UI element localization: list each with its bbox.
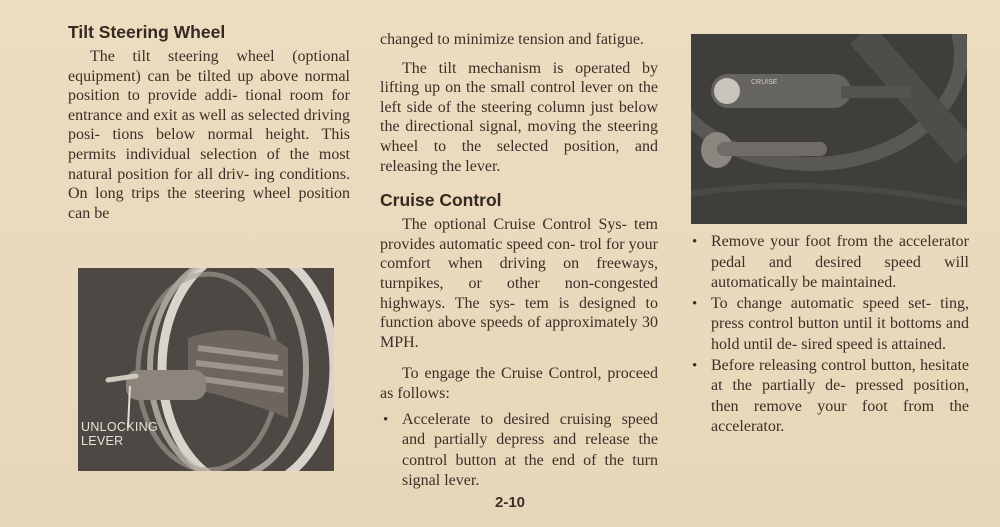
bullet: • bbox=[692, 295, 698, 312]
cruise-step-1: • Accelerate to desired cruising speed and partially depress and release the control button at the end of the turn signal lever. bbox=[383, 410, 658, 490]
tilt-heading: Tilt Steering Wheel bbox=[68, 22, 226, 42]
callout-line-2: LEVER bbox=[81, 434, 124, 448]
cruise-step-3: • To change automatic speed set- ting, press control button until it bottoms and hold until de- sired speed is attained. bbox=[692, 294, 969, 353]
callout-line-1: UNLOCKING bbox=[81, 420, 159, 434]
cruise-step-2: • Remove your foot from the accelerator pedal and desired speed will automatically be maintained. bbox=[692, 233, 969, 292]
tilt-continuation: changed to minimize tension and fatigue. bbox=[380, 31, 644, 48]
tilt-mechanism: The tilt mechanism is operated by lifting up on the small control lever on the left side of the steering column just below the directional signal, moving the steering wheel to the selected position, and releasing the lever. bbox=[380, 59, 658, 175]
cruise-lever-photo bbox=[691, 34, 967, 224]
tilt-body: The tilt steering wheel (optional equipment) can be tilted up above normal position to provide addi- tional room for entrance and exit as well as selected driving posi- tions below normal height. This permits individual selection of the most natural position for all driv- ing conditions. On long trips the steering wheel position can be bbox=[68, 48, 350, 222]
cruise-lever-label: CRUISE bbox=[751, 79, 778, 86]
page-number: 2-10 bbox=[495, 494, 526, 511]
column-middle bbox=[380, 30, 658, 492]
tilt-wheel-photo bbox=[78, 268, 334, 471]
cruise-heading: Cruise Control bbox=[380, 190, 502, 211]
cruise-steps-b bbox=[689, 232, 969, 438]
turn-signal-lever-illustration bbox=[691, 34, 967, 224]
bullet: • bbox=[692, 357, 698, 374]
column-right bbox=[689, 232, 969, 438]
cruise-step-4: • Before releasing control button, hesitate at the partially de- pressed position, then remove your foot from the accelerator. bbox=[692, 356, 969, 436]
cruise-intro: The optional Cruise Control Sys- tem provides automatic speed con- trol for your comfort when driving on freeways, turnpikes, or other non-congested highways. The sys- tem is designed to function above speeds of approximately 30 MPH. bbox=[380, 216, 658, 351]
column-left bbox=[68, 22, 350, 223]
cruise-engage: To engage the Cruise Control, proceed as follows: bbox=[380, 365, 658, 402]
bullet: • bbox=[692, 234, 698, 250]
unlocking-lever-callout bbox=[81, 420, 158, 448]
cruise-steps-a bbox=[380, 410, 658, 492]
bullet: • bbox=[383, 411, 389, 428]
